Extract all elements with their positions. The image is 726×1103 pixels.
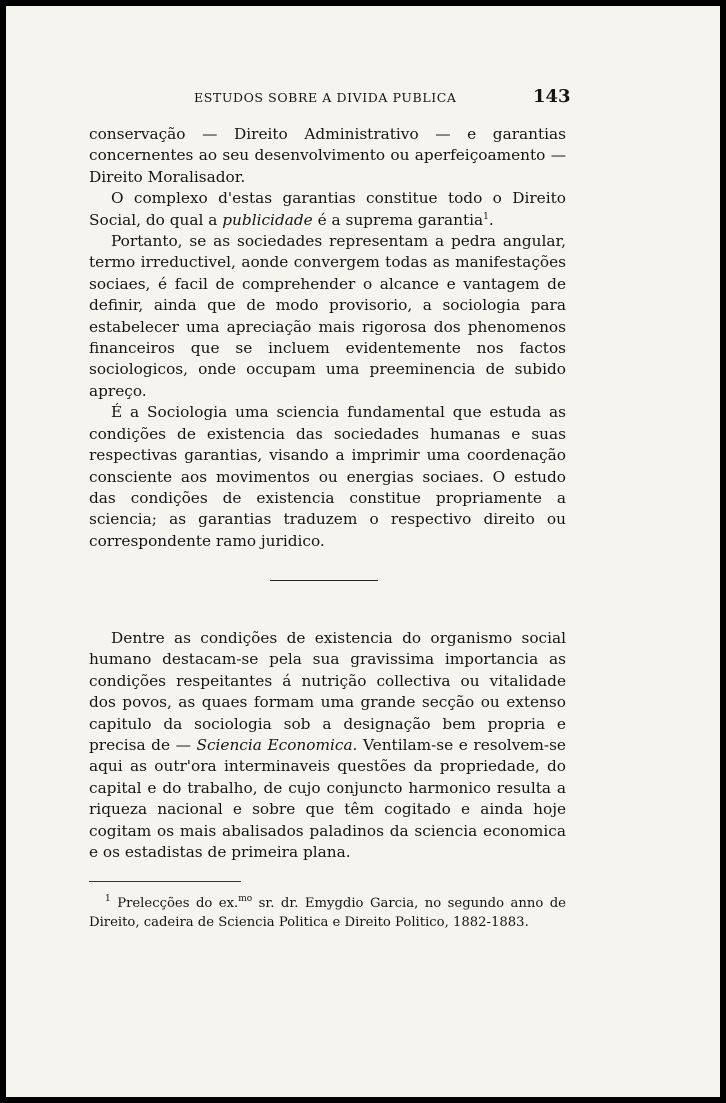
running-title: ESTUDOS SOBRE A DIVIDA PUBLICA bbox=[194, 90, 457, 105]
paragraph-sciencia-economica: Dentre as condições de existencia do organismo social humano destacam-se pela sua gravissima importancia as condições respeitantes á nutrição collectiva ou vitalidade dos povos, as quaes formam uma grande secção ou extenso capitulo da sociologia sob a designação bem propria e precisa de — Sciencia Economica. Ventilam-se e resolvem-se aqui as outr'ora interminaveis questões da propriedade, do capital e do trabalho, de cujo conjuncto harmonico resulta a riqueza nacional e sobre que têm cogitado e ainda hoje cogitam os mais abalisados paladinos da sciencia economica e os estadistas de primeira plana. bbox=[89, 629, 566, 862]
emphasis-sciencia-economica: Sciencia Economica. bbox=[196, 736, 358, 755]
paragraph-direito-social: O complexo d'estas garantias constitue todo o Direito Social, do qual a publicidade é a suprema garantia$^1$. bbox=[89, 189, 566, 229]
footnote-reference: 1 bbox=[483, 211, 489, 222]
paragraph-continuation: conservação — Direito Administrativo — e garantias concernentes ao seu desenvolvimento ou aperfeiçoamento — Direito Moralisador. bbox=[89, 125, 566, 186]
footnotes bbox=[89, 894, 566, 932]
book-page bbox=[6, 6, 720, 1097]
footnote-rule bbox=[89, 881, 241, 882]
page-header bbox=[6, 86, 720, 110]
footnote-superscript: mo bbox=[238, 894, 253, 904]
footnote-1: $^1$ Prelecções do ex.$^{mo}$ sr. dr. Emygdio Garcia, no segundo anno de Direito, cadeira de Sciencia Politica e Direito Politico, 1882-1883. bbox=[89, 894, 566, 930]
section-separator bbox=[270, 580, 378, 581]
emphasis-publicidade: publicidade bbox=[222, 210, 313, 229]
footnote-number: 1 bbox=[105, 894, 111, 904]
main-text-top bbox=[89, 124, 566, 552]
page-number: 143 bbox=[533, 86, 571, 107]
main-text-bottom bbox=[89, 628, 566, 863]
paragraph-sociologia: Portanto, se as sociedades representam a pedra angular, termo irreductivel, aonde convergem todas as manifestações sociaes, é facil de comprehender o alcance e vantagem de definir, ainda que de modo provisorio, a sociologia para estabelecer uma apreciação mais rigorosa dos phenomenos financeiros que se incluem evidentemente nos factos sociologicos, onde occupam uma preeminencia de subido apreço. bbox=[89, 232, 566, 400]
paragraph-definicao-sociologia: É a Sociologia uma sciencia fundamental que estuda as condições de existencia das sociedades humanas e suas respectivas garantias, visando a imprimir uma coordenação consciente aos movimentos ou energias sociaes. O estudo das condições de existencia constitue propriamente a sciencia; as garantias traduzem o respectivo direito ou correspondente ramo juridico. bbox=[89, 403, 566, 550]
